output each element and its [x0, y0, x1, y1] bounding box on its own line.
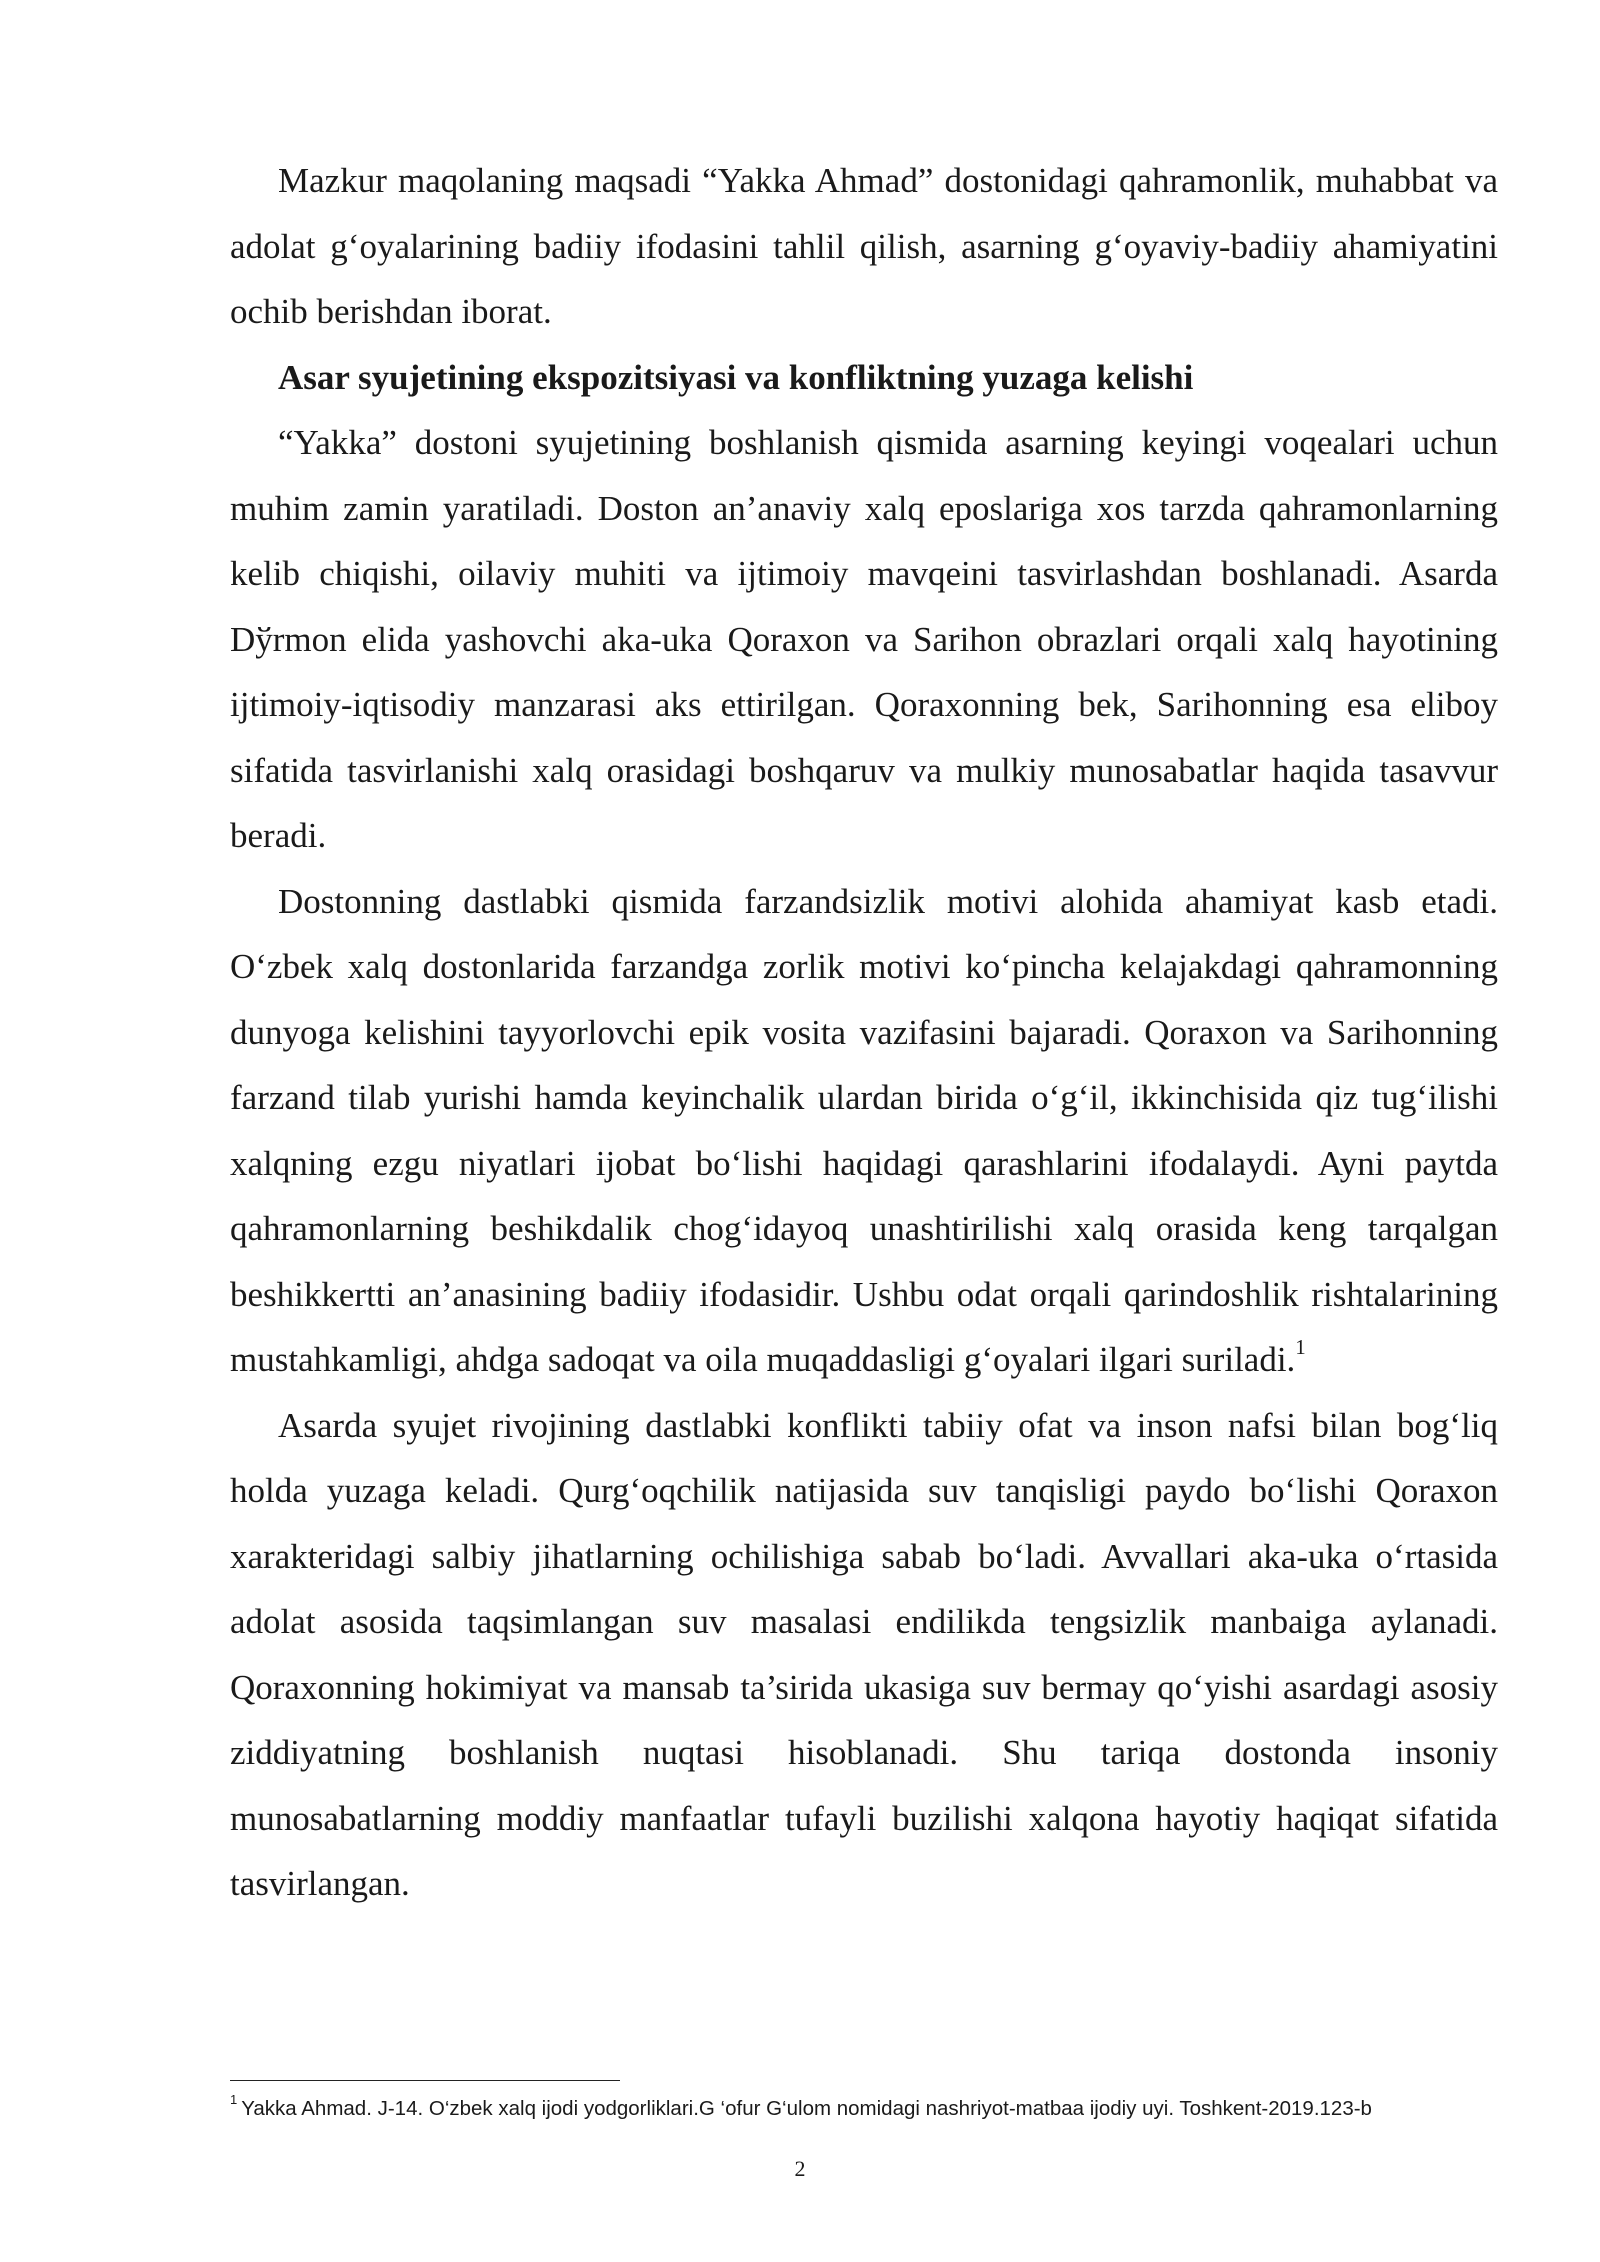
paragraph-childlessness-text: Dostonning dastlabki qismida farzandsizlik motivi alohida ahamiyat kasb etadi. O‘zbek xalq dostonlarida farzandga zorlik motivi ko‘pincha kelajakdagi qahramonning dunyoga kelishini tayyorlovchi epik vosita vazifasini bajaradi. Qoraxon va Sarihonning farzand tilab yurishi hamda keyinchalik ulardan birida o‘g‘il, ikkinchisida qiz tug‘ilishi xalqning ezgu niyatlari ijobat bo‘lishi haqidagi qarashlarini ifodalaydi. Ayni paytda qahramonlarning beshikdalik chog‘idayoq unashtirilishi xalq orasida keng tarqalgan beshikkertti an’anasining badiiy ifodasidir. Ushbu odat orqali qarindoshlik rishtalarining mustahkamligi, ahdga sadoqat va oila muqaddasligi g‘oyalari ilgari suriladi. — [230, 881, 1498, 1379]
footnote-separator — [230, 2080, 620, 2081]
section-heading: Asar syujetining ekspozitsiyasi va konfliktning yuzaga kelishi — [278, 357, 1194, 397]
body-text — [230, 148, 1498, 1917]
footnote-reference[interactable]: 1 — [1295, 1335, 1306, 1360]
paragraph-intro: Mazkur maqolaning maqsadi “Yakka Ahmad” dostonidagi qahramonlik, muhabbat va adolat g‘oyalarining badiiy ifodasini tahlil qilish, asarning g‘oyaviy-badiiy ahamiyatini ochib berishdan iborat. — [230, 161, 1498, 331]
footnote-text: Yakka Ahmad. J-14. O‘zbek xalq ijodi yodgorliklari.G ‘ofur G‘ulom nomidagi nashriyot-matbaa ijodiy uyi. Toshkent-2019.123-b — [241, 2097, 1372, 2120]
paragraph-childlessness — [230, 869, 1498, 1393]
footnote — [230, 2094, 1530, 2124]
page-number: 2 — [794, 2156, 806, 2181]
paragraph-conflict: Asarda syujet rivojining dastlabki konflikti tabiiy ofat va inson nafsi bilan bog‘liq holda yuzaga keladi. Qurg‘oqchilik natijasida suv tanqisligi paydo bo‘lishi Qoraxon xarakteridagi salbiy jihatlarning ochilishiga sabab bo‘ladi. Avvallari aka-uka o‘rtasida adolat asosida taqsimlangan suv masalasi endilikda tengsizlik manbaiga aylanadi. Qoraxonning hokimiyat va mansab ta’sirida ukasiga suv bermay qo‘yishi asardagi asosiy ziddiyatning boshlanish nuqtasi hisoblanadi. Shu tariqa dostonda insoniy munosabatlarning moddiy manfaatlar tufayli buzilishi xalqona hayotiy haqiqat sifatida tasvirlangan. — [230, 1405, 1498, 1903]
paragraph-exposition: “Yakka” dostoni syujetining boshlanish qismida asarning keyingi voqealari uchun muhim zamin yaratiladi. Doston an’anaviy xalq eposlariga xos tarzda qahramonlarning kelib chiqishi, oilaviy muhiti va ijtimoiy mavqeini tasvirlashdan boshlanadi. Asarda Dўrmon elida yashovchi aka-uka Qoraxon va Sarihon obrazlari orqali xalq hayotining ijtimoiy-iqtisodiy manzarasi aks ettirilgan. Qoraxonning bek, Sarihonning esa eliboy sifatida tasvirlanishi xalq orasidagi boshqaruv va mulkiy munosabatlar haqida tasavvur beradi. — [230, 423, 1498, 855]
footnote-marker: 1 — [230, 2092, 238, 2108]
